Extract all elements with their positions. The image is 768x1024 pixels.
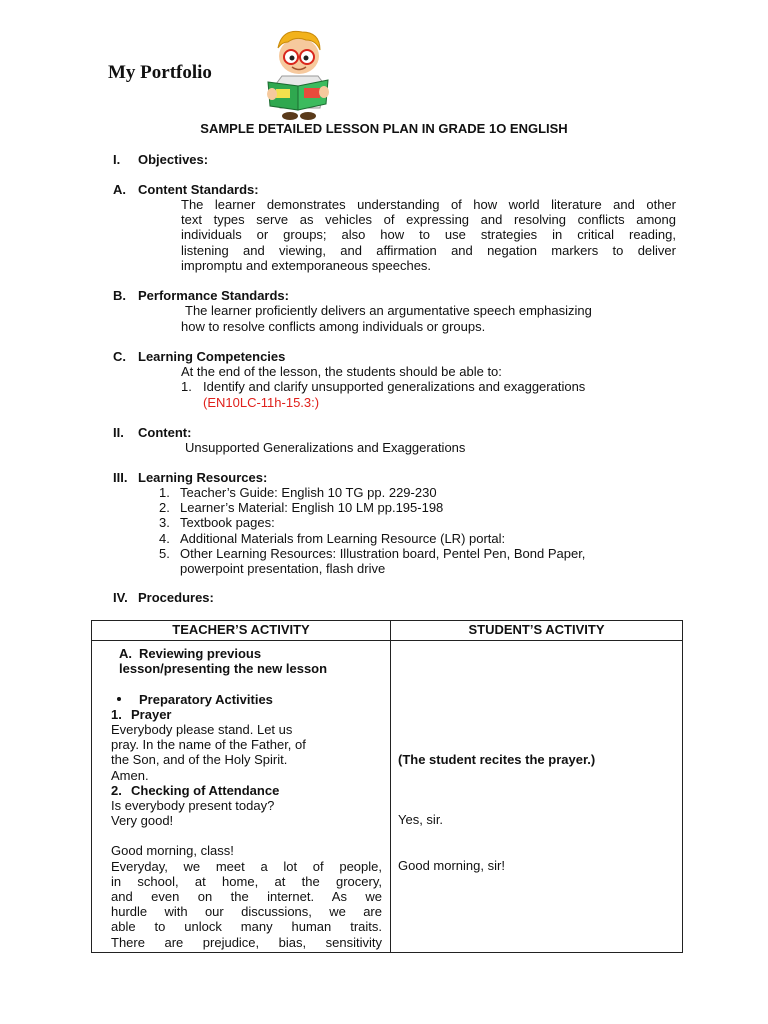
resource-item: 2. Learner’s Material: English 10 LM pp.195-198 [159, 500, 444, 516]
preparatory-activities: Preparatory Activities [119, 692, 382, 707]
student-prayer-response: (The student recites the prayer.) [398, 752, 596, 768]
resource-item: 4. Additional Materials from Learning Resource (LR) portal: [159, 530, 506, 546]
content-standards-heading: A. Content Standards: [113, 182, 259, 197]
procedures-table [91, 620, 683, 953]
teacher-activity-header: TEACHER’S ACTIVITY [92, 621, 391, 641]
competencies-intro: At the end of the lesson, the students should be able to: [181, 364, 502, 379]
greeting-text: Good morning, class! [111, 843, 234, 859]
portfolio-brand: My Portfolio [108, 62, 212, 83]
performance-standards-line-1: The learner proficiently delivers an argumentative speech emphasizing [185, 303, 592, 318]
bullet-icon [117, 697, 121, 701]
learning-competencies-heading: C. Learning Competencies [113, 349, 286, 364]
content-standards-text: The learner demonstrates understanding of how world literature and other text types serve as vehicles of expressing and resolving conflicts among individuals or groups; also how to use strategies in critical reading, listening and viewing, and affirmation and negation markers to deliver impromptu and extemporaneous speeches. [181, 197, 676, 273]
resources-list [159, 485, 585, 576]
resource-item-continuation: powerpoint presentation, flash drive [180, 561, 386, 577]
prayer-heading: 1. Prayer [111, 706, 172, 722]
document-title: SAMPLE DETAILED LESSON PLAN IN GRADE 1O ENGLISH [200, 121, 568, 136]
prayer-text: Everybody please stand. Let us pray. In the name of the Father, of the Son, and of the Holy Spirit. Amen. [111, 722, 306, 783]
resource-item: 1. Teacher’s Guide: English 10 TG pp. 229-230 [159, 485, 437, 500]
competency-item: 1. Identify and clarify unsupported generalizations and exaggerations [181, 379, 586, 394]
student-activity-header: STUDENT’S ACTIVITY [391, 621, 683, 641]
student-activity-cell [391, 641, 683, 953]
student-attendance-response: Yes, sir. [398, 812, 444, 828]
content-heading: II. Content: [113, 425, 192, 440]
attendance-text: Is everybody present today? Very good! [111, 798, 275, 829]
section-heading: A. Reviewing previous [119, 646, 262, 662]
resource-item: 3. Textbook pages: [159, 515, 275, 531]
teacher-activity-cell: A. Reviewing previous lesson/presenting the new lesson Preparatory Activities 1. Prayer Everybody please stand. Let us pray. In the name of the Father, of the Son, and of the Holy Spirit. Amen. 2. Checking of Attendance Is everybody present today? Very good! Good morning, class! Everyday, we meet a lot of people, in school, at home, at the grocery, and even on the internet. As we hurdle with our discussions, we are able to unlock many human traits. There are prejudice, bias, sensitivity [92, 641, 391, 953]
resource-item: 5. Other Learning Resources: Illustration board, Pentel Pen, Bond Paper, [159, 545, 586, 561]
objectives-heading: I. Objectives: [113, 152, 209, 167]
performance-standards-heading: B. Performance Standards: [113, 288, 289, 303]
student-greeting-response: Good morning, sir! [398, 857, 505, 873]
competency-code: (EN10LC-11h-15.3:) [203, 395, 320, 410]
learning-resources-heading: III. Learning Resources: [113, 470, 268, 485]
content-text: Unsupported Generalizations and Exaggerations [185, 440, 466, 455]
boy-reading-book-icon [262, 26, 334, 120]
intro-text: Everyday, we meet a lot of people, in school, at home, at the grocery, and even on the internet. As we hurdle with our discussions, we are able to unlock many human traits. There are prejudice, bias, sensitivity [111, 858, 382, 950]
procedures-heading: IV. Procedures: [113, 590, 214, 605]
attendance-heading: 2. Checking of Attendance [111, 782, 280, 798]
performance-standards-line-2: how to resolve conflicts among individuals or groups. [181, 319, 486, 334]
